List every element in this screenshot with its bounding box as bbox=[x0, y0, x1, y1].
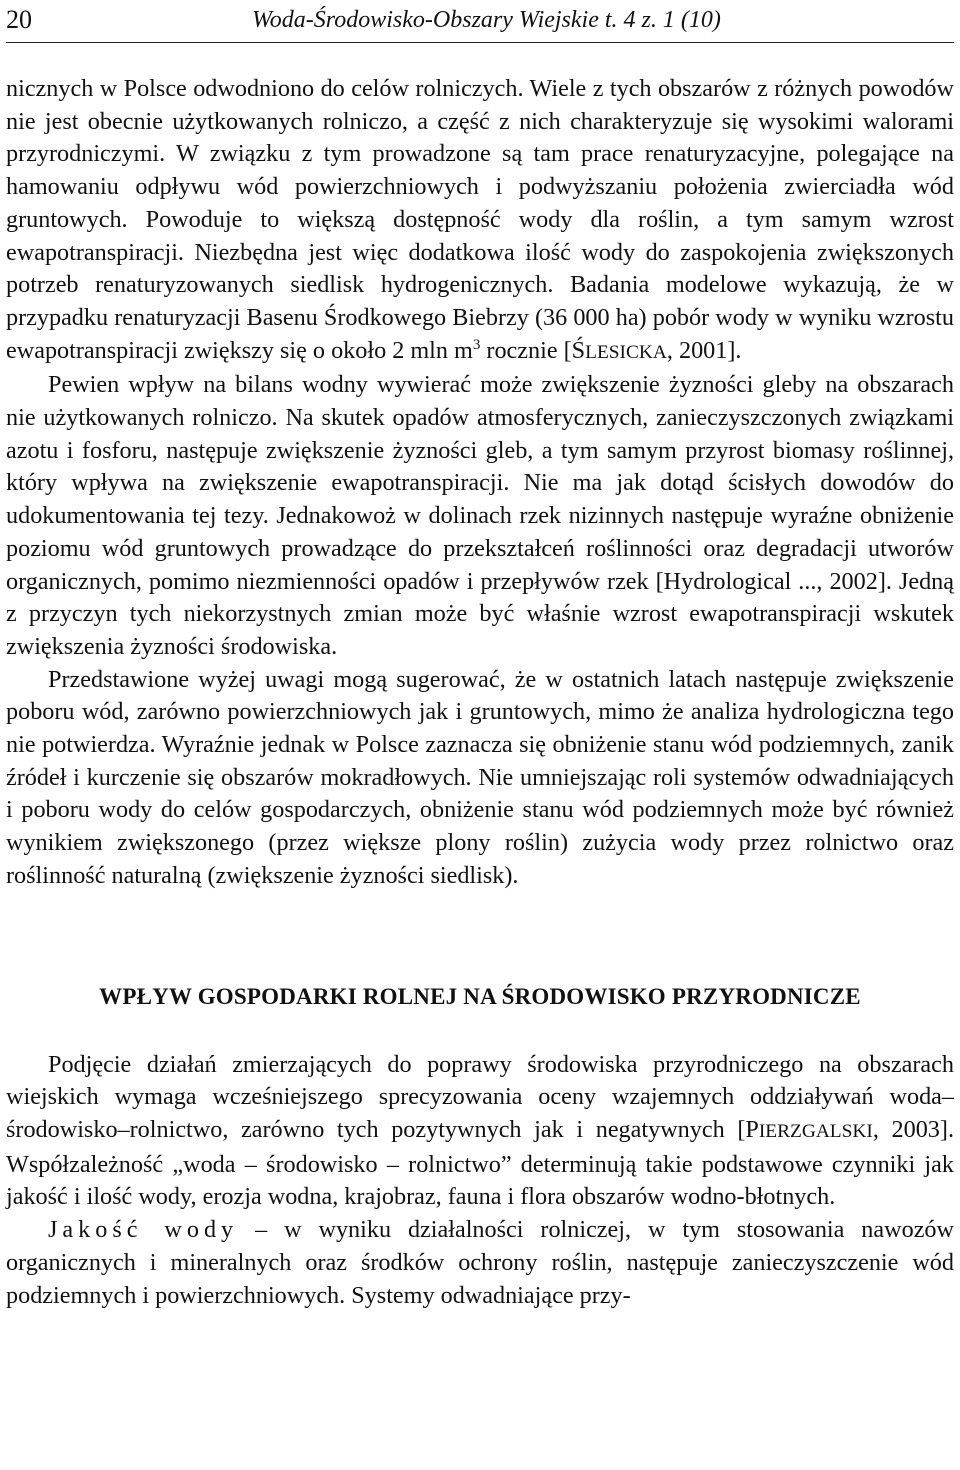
page-number: 20 bbox=[6, 5, 32, 34]
paragraph-4-text: Podjęcie działań zmierzających do poprawy środowiska przyrodniczego na obszarach wiejskich wymaga wcześniejszego sprecyzowania oceny wzajemnych oddziaływań woda–środowisko–rolnictwo, zarówno tych pozytywnych jak i negatywnych [P bbox=[6, 1050, 954, 1143]
paragraph-5 bbox=[6, 1214, 954, 1312]
document-page bbox=[6, 0, 954, 1312]
paragraph-4-text-cont: , 2003]. Współzależność „woda – środowisko – rolnictwo” determinują takie podstawowe czynniki jak jakość i ilość wody, erozja wodna, krajobraz, fauna i flora obszarów wodno-błotnych. bbox=[6, 1115, 954, 1211]
paragraph-1 bbox=[6, 73, 954, 369]
spaced-term: Jakość wody bbox=[48, 1216, 239, 1244]
citation-author: IERZGALSKI bbox=[758, 1120, 873, 1142]
running-title: Woda-Środowisko-Obszary Wiejskie t. 4 z. 1 (10) bbox=[252, 7, 721, 33]
citation-author: LESICKA bbox=[585, 341, 667, 363]
superscript-3: 3 bbox=[472, 336, 481, 353]
paragraph-4 bbox=[6, 1049, 954, 1215]
paragraph-1-text-end: , 2001]. bbox=[666, 336, 742, 364]
paragraph-1-text-cont: rocznie [Ś bbox=[480, 336, 586, 364]
paragraph-2: Pewien wpływ na bilans wodny wywierać może zwiększenie żyzności gleby na obszarach nie użytkowanych rolniczo. Na skutek opadów atmosferycznych, zanieczyszczonych związkami azotu i fosforu, następuje zwiększenie żyzności gleb, a tym samym przyrost biomasy roślinnej, który wpływa na zwiększenie ewapotranspiracji. Nie ma jak dotąd ścisłych dowodów do udokumentowania tej tezy. Jednakowoż w dolinach rzek nizinnych następuje wyraźne obniżenie poziomu wód gruntowych prowadzące do przekształceń roślinności oraz degradacji utworów organicznych, pomimo niezmienności opadów i przepływów rzek [Hydrological ..., 2002]. Jedną z przyczyn tych niekorzystnych zmian może być właśnie wzrost ewapotranspiracji wskutek zwiększenia żyzności środowiska. bbox=[6, 371, 954, 660]
section-heading: WPŁYW GOSPODARKI ROLNEJ NA ŚRODOWISKO PRZYRODNICZE bbox=[99, 983, 861, 1009]
page-header bbox=[6, 4, 954, 43]
paragraph-3: Przedstawione wyżej uwagi mogą sugerować, że w ostatnich latach następuje zwiększenie poboru wód, zarówno powierzchniowych jak i gruntowych, mimo że analiza hydrologiczna tego nie potwierdza. Wyraźnie jednak w Polsce zaznacza się obniżenie stanu wód podziemnych, zanik źródeł i kurczenie się obszarów mokradłowych. Nie umniejszając roli systemów odwadniających i poboru wody do celów gospodarczych, obniżenie stanu wód podziemnych może być również wynikiem zwiększonego (przez większe plony roślin) zużycia wody przez rolnictwo oraz roślinność naturalną (zwiększenie żyzności siedlisk). bbox=[6, 665, 954, 889]
paragraph-5-text: – w wyniku działalności rolniczej, w tym stosowania nawozów organicznych i mineralnych oraz środków ochrony roślin, następuje zanieczyszczenie wód podziemnych i powierzchniowych. Systemy odwadniające przy- bbox=[6, 1216, 954, 1309]
body-text bbox=[6, 73, 954, 1312]
paragraph-1-text: nicznych w Polsce odwodniono do celów rolniczych. Wiele z tych obszarów z różnych powodów nie jest obecnie użytkowanych rolniczo, a część z nich charakteryzuje się wysokimi walorami przyrodniczymi. W związku z tym prowadzone są tam prace renaturyzacyjne, polegające na hamowaniu odpływu wód powierzchniowych i podwyższaniu położenia zwierciadła wód gruntowych. Powoduje to większą dostępność wody dla roślin, a tym samym wzrost ewapotranspiracji. Niezbędna jest więc dodatkowa ilość wody do zaspokojenia zwiększonych potrzeb renaturyzowanych siedlisk hydrogenicznych. Badania modelowe wykazują, że w przypadku renaturyzacji Basenu Środkowego Biebrzy (36 000 ha) pobór wody w wyniku wzrostu ewapotranspiracji zwiększy się o około 2 mln m bbox=[6, 75, 954, 364]
